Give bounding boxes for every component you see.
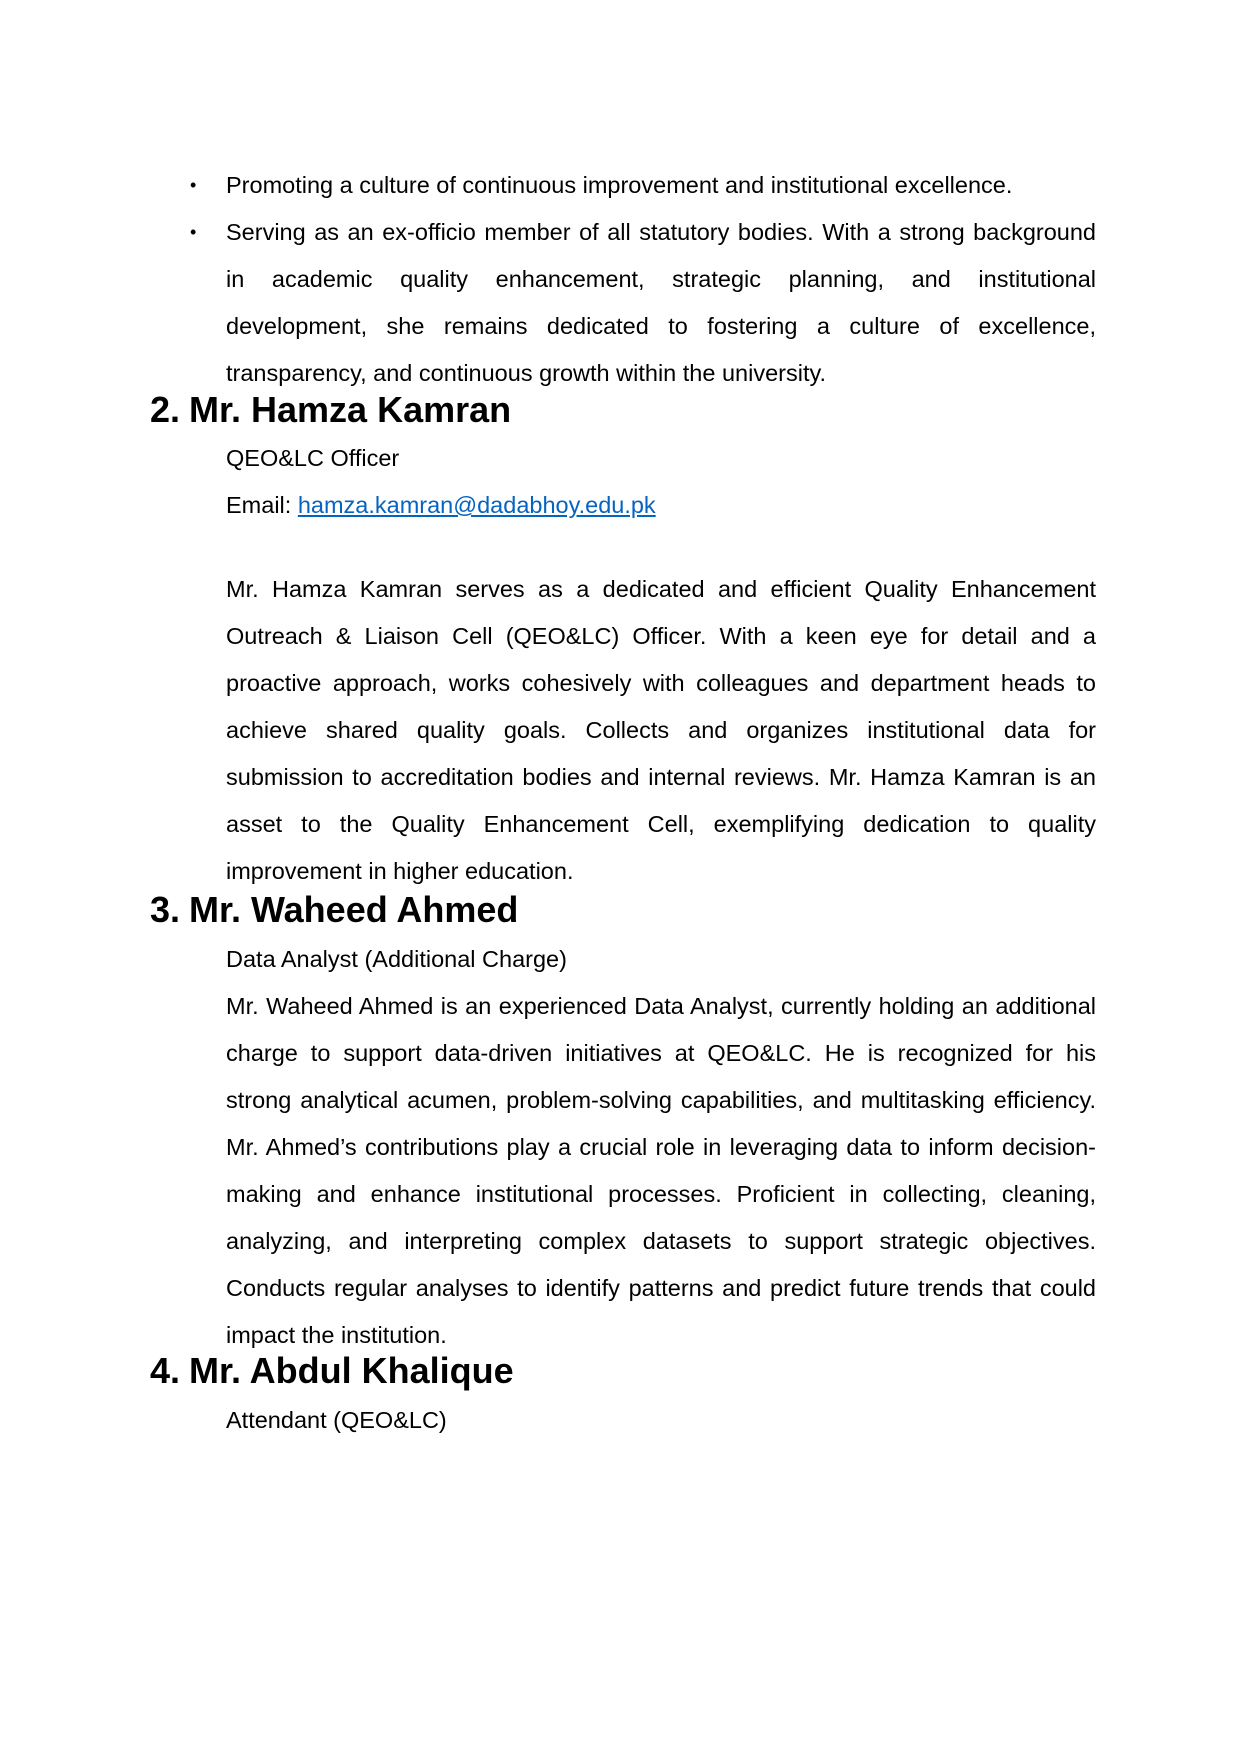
bullet-text: Promoting a culture of continuous improvement and institutional excellence. xyxy=(226,172,1013,198)
section-number: 2. xyxy=(150,389,181,430)
staff-title: Attendant (QEO&LC) xyxy=(226,1407,447,1433)
responsibilities-list xyxy=(0,162,1241,397)
list-item xyxy=(0,209,1096,397)
section-number: 3. xyxy=(150,889,181,930)
staff-bio: Mr. Hamza Kamran serves as a dedicated and efficient Quality Enhancement Outreach & Liaison Cell (QEO&LC) Officer. With a keen eye for detail and a proactive approach, works cohesively with colleagues and department heads to achieve shared quality goals. Collects and organizes institutional data for submission to accreditation bodies and internal reviews. Mr. Hamza Kamran is an asset to the Quality Enhancement Cell, exemplifying dedication to quality improvement in higher education. xyxy=(226,576,1096,884)
staff-name: Mr. Hamza Kamran xyxy=(189,389,512,430)
staff-title: QEO&LC Officer xyxy=(226,445,400,471)
section-heading xyxy=(0,886,1241,934)
staff-section-abdul-khalique xyxy=(0,1347,1241,1444)
bullet-icon: • xyxy=(190,175,197,195)
section-heading xyxy=(0,386,1241,434)
email-link[interactable]: hamza.kamran@dadabhoy.edu.pk xyxy=(297,492,656,518)
staff-bio: Mr. Waheed Ahmed is an experienced Data Analyst, currently holding an additional charge to support data-driven initiatives at QEO&LC. He is recognized for his strong analytical acumen, problem-solving capabilities, and multitasking efficiency. Mr. Ahmed’s contributions play a crucial role in leveraging data to inform decision-making and enhance institutional processes. Proficient in collecting, cleaning, analyzing, and interpreting complex datasets to support strategic objectives. Conducts regular analyses to identify patterns and predict future trends that could impact the institution. xyxy=(226,993,1096,1348)
staff-name: Mr. Abdul Khalique xyxy=(189,1350,514,1391)
section-heading xyxy=(0,1347,1241,1395)
bullet-icon: • xyxy=(190,222,197,242)
staff-section-waheed-ahmed xyxy=(0,886,1241,1359)
bullet-text: Serving as an ex-officio member of all statutory bodies. With a strong background in academic quality enhancement, strategic planning, and institutional development, she remains dedicated to fostering a culture of excellence, transparency, and continuous growth within the university. xyxy=(226,219,1096,386)
staff-section-hamza-kamran xyxy=(0,386,1241,895)
email-label: Email: xyxy=(226,492,298,518)
staff-name: Mr. Waheed Ahmed xyxy=(189,889,519,930)
list-item xyxy=(0,162,1096,209)
email-line xyxy=(0,482,1096,529)
section-number: 4. xyxy=(150,1350,181,1391)
staff-title: Data Analyst (Additional Charge) xyxy=(226,946,567,972)
